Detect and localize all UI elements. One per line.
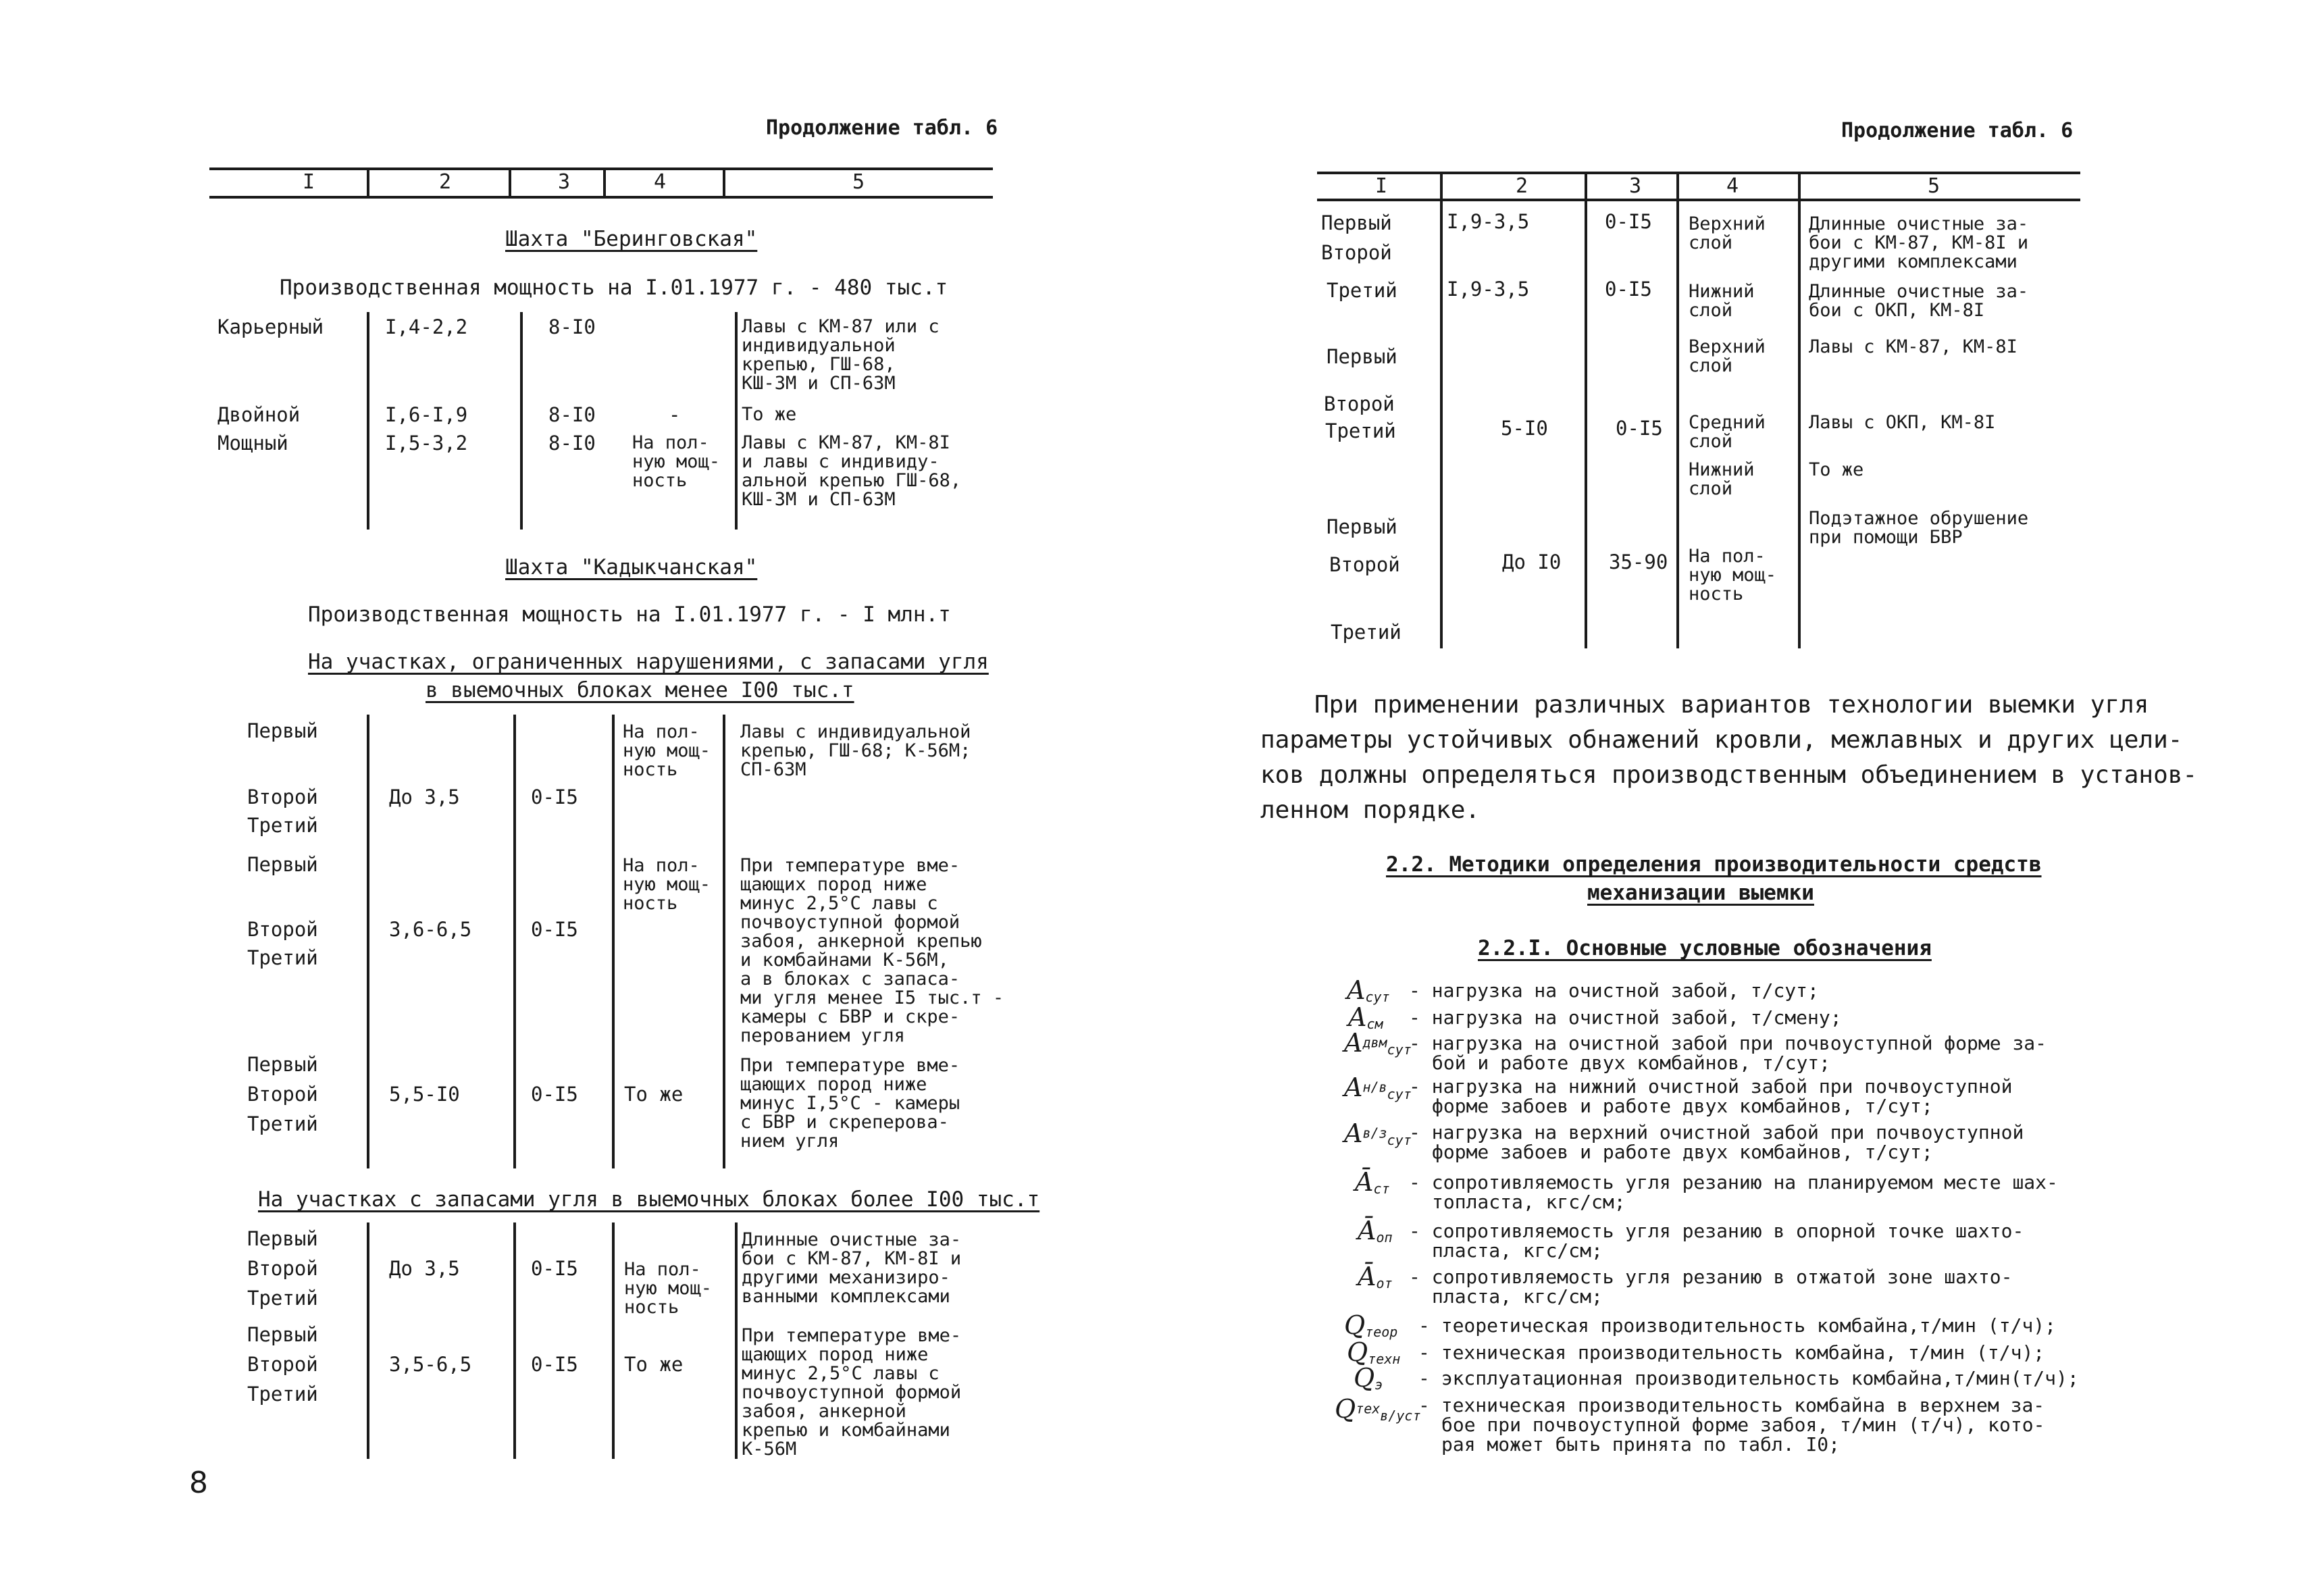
r1-thick: I,9-3,5 bbox=[1447, 210, 1530, 233]
r6-method: На пол- ную мощ- ность bbox=[1689, 546, 1777, 604]
mine1-row2-thick: I,6-I,9 bbox=[385, 403, 468, 426]
mine2-section2: На участках с запасами угля в выемочных блоках более I00 тыс.т bbox=[258, 1187, 1040, 1212]
g5-angle: 0-I5 bbox=[531, 1353, 578, 1376]
legend-text: - техническая производительность комбайна, т/мин (т/ч); bbox=[1418, 1341, 2045, 1364]
r4-method: Средний слой bbox=[1689, 412, 1766, 452]
left-col-header-3: 3 bbox=[558, 170, 571, 194]
r3-method: Верхний слой bbox=[1689, 336, 1766, 376]
r1-layer-1: Первый bbox=[1321, 211, 1392, 234]
mine1-row2-layer: Двойной bbox=[217, 403, 301, 426]
mine2-section1-line1: На участках, ограниченных нарушениями, с запасами угля bbox=[308, 650, 989, 674]
g4-layer-3: Третий bbox=[247, 1287, 318, 1310]
mine1-row2-angle: 8-I0 bbox=[548, 403, 596, 426]
g1-note: Лавы с индивидуальной крепью, ГШ-68; К-56М; СП-63М bbox=[740, 721, 971, 780]
g1-layer-3: Третий bbox=[247, 814, 318, 837]
r3-note: Лавы с КМ-87, КМ-8I bbox=[1809, 336, 2017, 357]
mine1-row3-thick: I,5-3,2 bbox=[385, 432, 468, 455]
g1-angle: 0-I5 bbox=[531, 786, 578, 808]
legend-text: - нагрузка на очистной забой при почвоуступной форме за- бой и работе двух комбайнов, т/сут; bbox=[1409, 1032, 2047, 1074]
r4-note: Лавы с ОКП, КМ-8I bbox=[1809, 412, 1996, 433]
legend-item: $Q_{техн}$ bbox=[1347, 1337, 1401, 1368]
r1-note: Длинные очистные за- бои с КМ-87, КМ-8I и другими комплексами bbox=[1809, 213, 2029, 272]
legend-text: - сопротивляемость угля резанию на планируемом месте шах- топласта, кгс/см; bbox=[1409, 1171, 2058, 1213]
r3-layer-1: Первый bbox=[1327, 345, 1397, 368]
right-continuation: Продолжение табл. 6 bbox=[1841, 119, 2074, 143]
g1-thick: До 3,5 bbox=[389, 786, 460, 808]
r2-angle: 0-I5 bbox=[1605, 278, 1652, 301]
g4-note: Длинные очистные за- бои с КМ-87, КМ-8I и другими механизиро- ванными комплексами bbox=[742, 1229, 962, 1307]
left-col-header-4: 4 bbox=[654, 170, 667, 194]
r1-angle: 0-I5 bbox=[1605, 210, 1652, 233]
legend-item: $Ā_{от}$ bbox=[1358, 1262, 1393, 1292]
r4-thick: 5-I0 bbox=[1501, 417, 1548, 440]
g3-layer-2: Второй bbox=[247, 1083, 318, 1106]
mine1-row1-angle: 8-I0 bbox=[548, 315, 596, 338]
g3-method: То же bbox=[624, 1083, 684, 1106]
r6-layer-2: Второй bbox=[1329, 553, 1400, 576]
g3-layer-3: Третий bbox=[247, 1112, 318, 1135]
r6-layer-1: Первый bbox=[1327, 515, 1397, 538]
r2-method: Нижний слой bbox=[1689, 281, 1755, 321]
legend-text: - нагрузка на верхний очистной забой при почвоуступной форме забоев и работе двух комбайнов, т/сут; bbox=[1409, 1121, 2024, 1163]
legend-text: - сопротивляемость угля резанию в опорной точке шахто- пласта, кгс/см; bbox=[1409, 1220, 2024, 1262]
mine1-capacity: Производственная мощность на I.01.1977 г. - 480 тыс.т bbox=[280, 276, 948, 300]
g2-angle: 0-I5 bbox=[531, 918, 578, 941]
legend-text: - эксплуатационная производительность комбайна,т/мин(т/ч); bbox=[1418, 1367, 2079, 1389]
legend-item: $A_{сут}$ bbox=[1347, 975, 1390, 1006]
legend-item: $Q^{тех}_{в/уст}$ bbox=[1335, 1394, 1421, 1424]
r6-thick: До I0 bbox=[1502, 550, 1562, 573]
g2-method: На пол- ную мощ- ность bbox=[623, 855, 711, 914]
right-col-header-5: 5 bbox=[1928, 174, 1940, 198]
right-col-header-1: I bbox=[1375, 174, 1388, 198]
g5-method: То же bbox=[624, 1353, 684, 1376]
left-header-bottom-rule bbox=[209, 196, 993, 199]
legend-text: - нагрузка на очистной забой, т/смену; bbox=[1409, 1006, 1842, 1029]
legend-item: $A_{см}$ bbox=[1348, 1002, 1383, 1033]
mine1-row3-layer: Мощный bbox=[217, 432, 288, 455]
mine1-row3-note: Лавы с КМ-87, КМ-8I и лавы с индивиду- альной крепью ГШ-68, КШ-3М и СП-63М bbox=[742, 432, 962, 510]
r1-method: Верхний слой bbox=[1689, 213, 1766, 253]
g2-layer-1: Первый bbox=[247, 853, 318, 876]
mine2-title: Шахта "Кадыкчанская" bbox=[505, 555, 758, 580]
legend-item: $Q_{теор}$ bbox=[1344, 1310, 1398, 1341]
r4-angle: 0-I5 bbox=[1616, 417, 1663, 440]
g2-layer-2: Второй bbox=[247, 918, 318, 941]
g2-layer-3: Третий bbox=[247, 946, 318, 969]
right-col-header-3: 3 bbox=[1629, 174, 1642, 198]
legend-item: $A^{в/з}_{сут}$ bbox=[1344, 1118, 1412, 1149]
r2-layer-1: Третий bbox=[1327, 279, 1397, 302]
g5-note: При температуре вме- щающих пород ниже минус 2,5°С лавы с почвоуступной формой забоя, анкерной крепью и комбайнами К-56М bbox=[742, 1325, 962, 1460]
section-title-line2: механизации выемки bbox=[1587, 881, 1814, 905]
mine1-row3-method: На пол- ную мощ- ность bbox=[632, 432, 721, 491]
g4-layer-2: Второй bbox=[247, 1257, 318, 1280]
legend-item: $A^{н/в}_{сут}$ bbox=[1344, 1073, 1412, 1103]
mine2-capacity: Производственная мощность на I.01.1977 г. - I млн.т bbox=[308, 602, 951, 627]
legend-text: - нагрузка на очистной забой, т/сут; bbox=[1409, 979, 1819, 1002]
g5-layer-3: Третий bbox=[247, 1383, 318, 1406]
legend-text: - нагрузка на нижний очистной забой при почвоуступной форме забоев и работе двух комбайнов, т/сут; bbox=[1409, 1075, 2013, 1117]
g1-method: На пол- ную мощ- ность bbox=[623, 721, 711, 780]
mine1-title: Шахта "Беринговская" bbox=[505, 227, 758, 251]
right-col-header-4: 4 bbox=[1726, 174, 1739, 198]
legend-item: $Q_э$ bbox=[1354, 1363, 1383, 1393]
legend-item: $A^{двм}_{сут}$ bbox=[1344, 1028, 1412, 1058]
g1-layer-2: Второй bbox=[247, 786, 318, 808]
legend-text: - техническая производительность комбайна в верхнем за- бое при почвоуступной форме забоя, т/мин (т/ч), кото- рая может быть принята по табл. I0; bbox=[1418, 1394, 2045, 1456]
mine1-row3-angle: 8-I0 bbox=[548, 432, 596, 455]
r5-note: То же bbox=[1809, 459, 1864, 480]
mine1-row1-thick: I,4-2,2 bbox=[385, 315, 468, 338]
legend-text: - теоретическая производительность комбайна,т/мин (т/ч); bbox=[1418, 1314, 2057, 1337]
subsection-title: 2.2.I. Основные условные обозначения bbox=[1478, 936, 1932, 960]
g4-thick: До 3,5 bbox=[389, 1257, 460, 1280]
mine1-row2-note: То же bbox=[742, 404, 797, 425]
g2-note: При температуре вме- щающих пород ниже минус 2,5°С лавы с почвоуступной формой забоя, анкерной крепью и комбайнами К-56М, а в блоках с запаса- ми угля менее I5 тыс.т - камеры с БВР и скре- перованием угля bbox=[740, 855, 1004, 1046]
g3-angle: 0-I5 bbox=[531, 1083, 578, 1106]
g2-thick: 3,6-6,5 bbox=[389, 918, 472, 941]
g4-layer-1: Первый bbox=[247, 1227, 318, 1250]
g1-layer-1: Первый bbox=[247, 719, 318, 742]
g5-thick: 3,5-6,5 bbox=[389, 1353, 472, 1376]
page-number: 8 bbox=[189, 1466, 208, 1500]
g5-layer-1: Первый bbox=[247, 1323, 318, 1346]
g4-angle: 0-I5 bbox=[531, 1257, 578, 1280]
r6-angle: 35-90 bbox=[1609, 550, 1668, 573]
right-col-header-2: 2 bbox=[1516, 174, 1528, 198]
r6-note: Подэтажное обрушение при помощи БВР bbox=[1809, 508, 2029, 548]
r4-layer-1: Второй bbox=[1324, 392, 1395, 415]
legend-text: - сопротивляемость угля резанию в отжатой зоне шахто- пласта, кгс/см; bbox=[1409, 1266, 2013, 1308]
right-header-bottom-rule bbox=[1317, 199, 2080, 201]
r6-layer-3: Третий bbox=[1331, 621, 1402, 644]
mine1-row2-method: - bbox=[669, 403, 681, 426]
r5-method: Нижний слой bbox=[1689, 459, 1755, 499]
r1-layer-2: Второй bbox=[1321, 241, 1392, 264]
g3-layer-1: Первый bbox=[247, 1053, 318, 1076]
g4-method: На пол- ную мощ- ность bbox=[624, 1259, 713, 1318]
left-col-header-2: 2 bbox=[439, 170, 452, 194]
mine1-row1-layer: Карьерный bbox=[217, 315, 324, 338]
right-header-top-rule bbox=[1317, 172, 2080, 174]
r2-thick: I,9-3,5 bbox=[1447, 278, 1530, 301]
g5-layer-2: Второй bbox=[247, 1353, 318, 1376]
section-title-line1: 2.2. Методики определения производительности средств bbox=[1386, 852, 2042, 877]
mine2-section1-line2: в выемочных блоках менее I00 тыс.т bbox=[426, 678, 854, 702]
left-col-header-5: 5 bbox=[852, 170, 865, 194]
left-col-header-1: I bbox=[303, 170, 315, 194]
left-continuation: Продолжение табл. 6 bbox=[766, 116, 998, 140]
r4-layer-2: Третий bbox=[1325, 419, 1396, 442]
mine1-row1-note: Лавы с КМ-87 или с индивидуальной крепью, ГШ-68, КШ-3М и СП-63М bbox=[742, 316, 940, 394]
legend-item: $Ā_{оп}$ bbox=[1358, 1216, 1393, 1246]
right-paragraph: При применении различных вариантов технологии выемки угля параметры устойчивых обнажений кровли, межлавных и других цели- ков должны определяться производственным объединением в установ- ленном порядке. bbox=[1260, 691, 2198, 824]
g3-note: При температуре вме- щающих пород ниже минус I,5°С - камеры с БВР и скреперова- нием угля bbox=[740, 1055, 960, 1152]
left-header-top-rule bbox=[209, 168, 993, 170]
legend-item: $Ā_{ст}$ bbox=[1355, 1167, 1390, 1198]
g3-thick: 5,5-I0 bbox=[389, 1083, 460, 1106]
r2-note: Длинные очистные за- бои с ОКП, КМ-8I bbox=[1809, 281, 2029, 321]
